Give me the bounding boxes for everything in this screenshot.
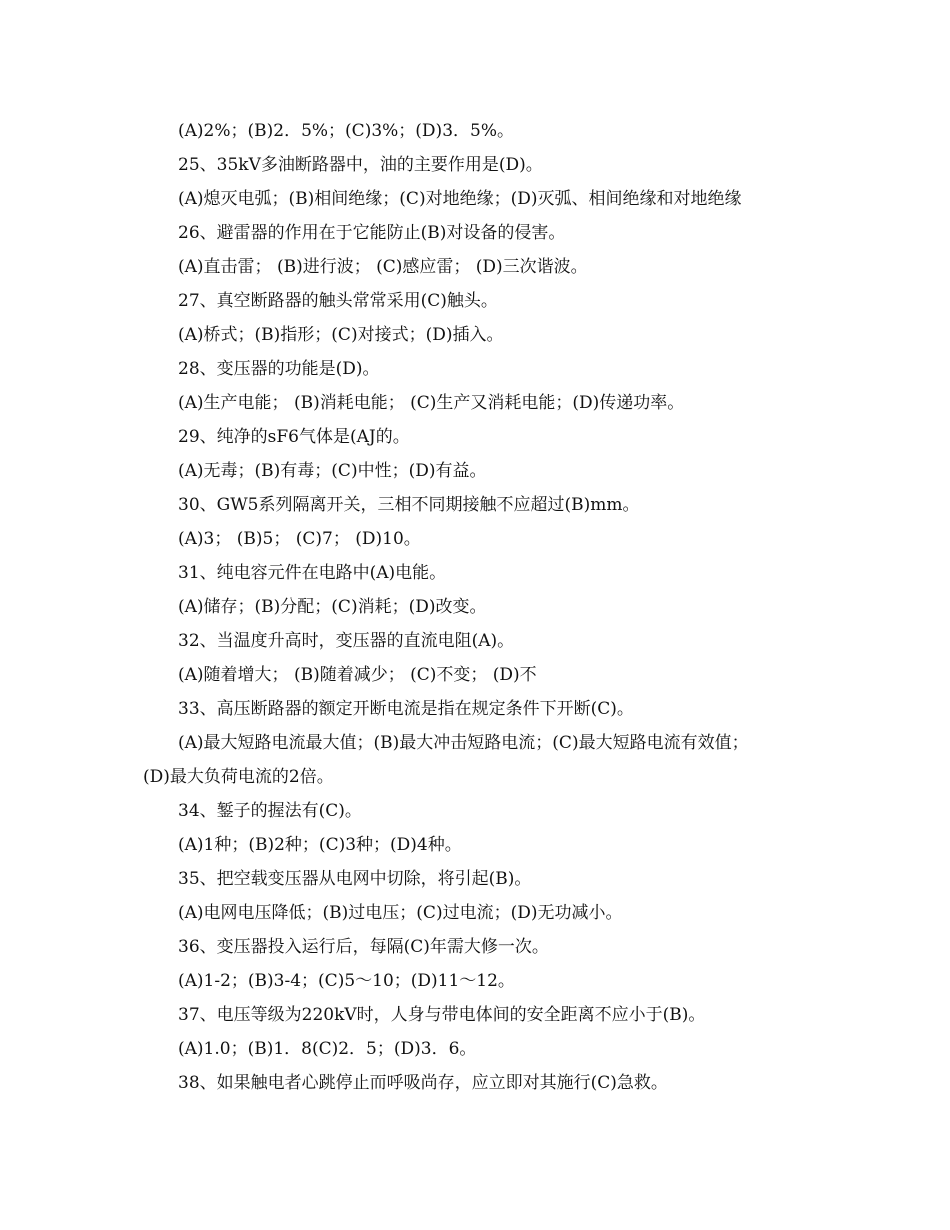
text-line: 28、变压器的功能是(D)。	[178, 359, 380, 379]
text-line: 37、电压等级为220kV时，人身与带电体间的安全距离不应小于(B)。	[178, 1005, 706, 1025]
text-line: 33、高压断路器的额定开断电流是指在规定条件下开断(C)。	[178, 699, 634, 719]
text-line: (A)无毒；(B)有毒；(C)中性；(D)有益。	[178, 461, 487, 481]
text-line: 29、纯净的sF6气体是(AJ的。	[178, 427, 410, 447]
text-line: (A)储存；(B)分配；(C)消耗；(D)改变。	[178, 597, 487, 617]
text-line: 32、当温度升高时，变压器的直流电阻(A)。	[178, 631, 515, 651]
text-line: (A)1种；(B)2种；(C)3种；(D)4种。	[178, 835, 462, 855]
text-line: (A)电网电压降低；(B)过电压；(C)过电流；(D)无功减小。	[178, 903, 623, 923]
text-line: 38、如果触电者心跳停止而呼吸尚存，应立即对其施行(C)急救。	[178, 1073, 668, 1093]
text-line: (A)桥式；(B)指形；(C)对接式；(D)插入。	[178, 325, 504, 345]
text-line: 25、35kV多油断路器中，油的主要作用是(D)。	[178, 155, 543, 175]
text-line: 35、把空载变压器从电网中切除，将引起(B)。	[178, 869, 532, 889]
text-line: (A)1-2；(B)3-4；(C)5～10；(D)11～12。	[178, 971, 515, 991]
text-line: 36、变压器投入运行后，每隔(C)年需大修一次。	[178, 937, 549, 957]
text-line: 30、GW5系列隔离开关，三相不同期接触不应超过(B)mm。	[178, 495, 640, 515]
text-line: 34、錾子的握法有(C)。	[178, 801, 362, 821]
text-line: 31、纯电容元件在电路中(A)电能。	[178, 563, 447, 583]
text-line: (A)熄灭电弧；(B)相间绝缘；(C)对地绝缘；(D)灭弧、相间绝缘和对地绝缘	[178, 189, 742, 209]
text-line: (A)3； (B)5； (C)7； (D)10。	[178, 529, 421, 549]
text-line: 26、避雷器的作用在于它能防止(B)对设备的侵害。	[178, 223, 566, 243]
text-line: (A)直击雷； (B)进行波； (C)感应雷； (D)三次谐波。	[178, 257, 588, 277]
text-line: (A)2%；(B)2．5%；(C)3%；(D)3．5%。	[178, 121, 514, 141]
text-line: (A)最大短路电流最大值；(B)最大冲击短路电流；(C)最大短路电流有效值；	[178, 733, 749, 753]
text-line: (A)1.0；(B)1．8(C)2．5；(D)3．6。	[178, 1039, 477, 1059]
text-line: (D)最大负荷电流的2倍。	[143, 767, 334, 787]
text-line: (A)随着增大； (B)随着减少； (C)不变； (D)不	[178, 665, 537, 685]
text-line: 27、真空断路器的触头常常采用(C)触头。	[178, 291, 498, 311]
text-line: (A)生产电能； (B)消耗电能； (C)生产又消耗电能；(D)传递功率。	[178, 393, 685, 413]
